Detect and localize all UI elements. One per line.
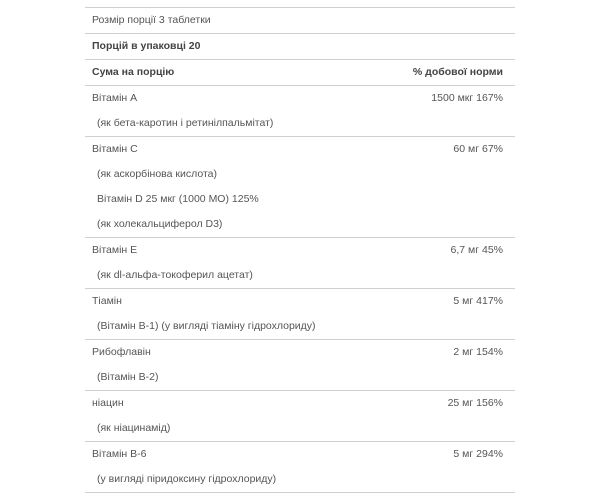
nutrient-value: 5 мг 417% [453,295,503,307]
nutrient-note-text: Вітамін D 25 мкг (1000 МО) 125% [97,193,259,205]
amount-per-serving-label: Сума на порцію [92,66,175,78]
nutrient-row-thiamin [85,288,515,314]
nutrient-note-text: (як бета-каротин і ретинілпальмітат) [97,117,274,129]
nutrient-note-text: (у вигляді піридоксину гідрохлориду) [97,473,277,485]
nutrient-value: 25 мг 156% [447,397,503,409]
nutrient-note-text: (Вітамін B-1) (у вигляді тіаміну гідрохлориду) [97,320,316,332]
nutrient-row-vitamin-c [85,136,515,162]
nutrient-value: 6,7 мг 45% [450,244,503,256]
nutrient-note [85,187,515,212]
nutrient-note [85,111,515,136]
nutrient-name: Вітамін C [92,143,138,155]
nutrient-name: ніацин [92,397,124,409]
nutrient-note-text: (як холекальциферол D3) [97,218,223,230]
nutrient-row-riboflavin [85,339,515,365]
nutrient-name: Вітамін B-6 [92,448,147,460]
nutrient-value: 1500 мкг 167% [431,92,503,104]
daily-value-label: % добової норми [412,66,503,78]
nutrient-note [85,162,515,187]
nutrient-note [85,263,515,288]
nutrient-note [85,212,515,237]
nutrient-note-text: (як ніацинамід) [97,422,171,434]
servings-per-container-row [85,33,515,59]
nutrient-note-text: (як dl-альфа-токоферил ацетат) [97,269,253,281]
nutrient-row-vitamin-e [85,237,515,263]
nutrient-note [85,365,515,390]
serving-size-row [85,7,515,33]
nutrient-row-niacin [85,390,515,416]
nutrient-value: 5 мг 294% [453,448,503,460]
nutrient-note-text: (Вітамін B-2) [97,371,159,383]
nutrient-row-vitamin-b6 [85,441,515,467]
nutrient-note [85,467,515,493]
nutrient-note-text: (як аскорбінова кислота) [97,168,217,180]
serving-size-text: Розмір порції 3 таблетки [92,14,211,26]
supplement-facts-table [85,7,515,493]
nutrient-value: 60 мг 67% [453,143,503,155]
nutrient-name: Тіамін [92,295,122,307]
nutrient-note [85,416,515,441]
nutrient-name: Вітамін A [92,92,138,104]
column-header-row [85,59,515,85]
nutrient-name: Вітамін Е [92,244,138,256]
nutrient-note [85,314,515,339]
nutrient-row-vitamin-a [85,85,515,111]
servings-per-container-text: Порцій в упаковці 20 [92,40,201,52]
nutrient-value: 2 мг 154% [453,346,503,358]
nutrient-name: Рибофлавін [92,346,151,358]
